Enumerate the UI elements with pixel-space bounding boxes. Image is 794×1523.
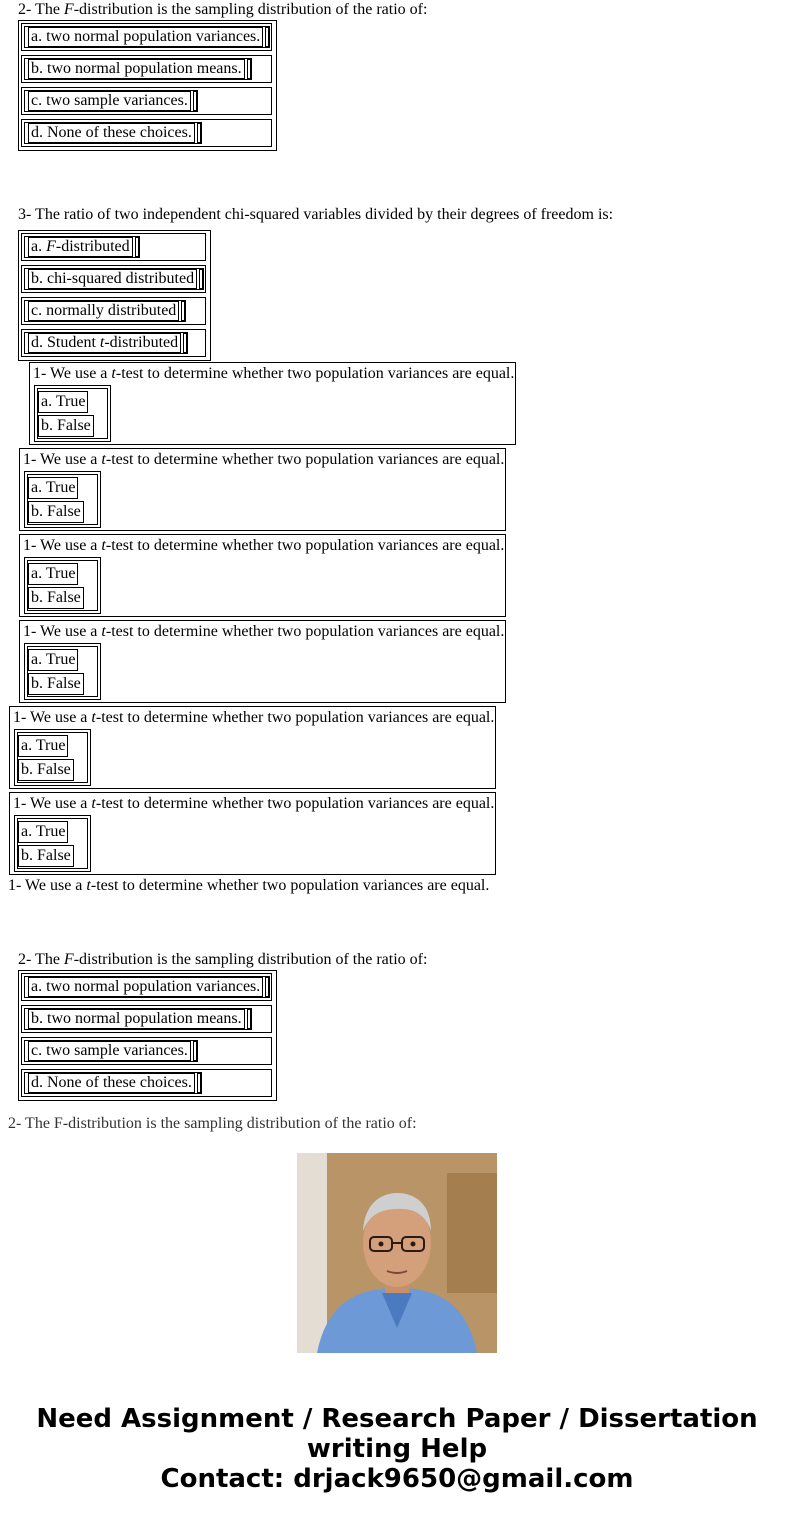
true-false-options bbox=[14, 729, 91, 786]
true-false-options bbox=[24, 471, 101, 528]
option-false[interactable]: b. False bbox=[18, 759, 74, 781]
true-false-options bbox=[14, 815, 91, 872]
footer-contact[interactable]: Contact: drjack9650@gmail.com bbox=[160, 1464, 634, 1494]
question-1-box bbox=[19, 620, 506, 703]
author-avatar bbox=[297, 1153, 497, 1353]
option-true[interactable]: a. True bbox=[18, 821, 68, 843]
question-1-box bbox=[9, 706, 496, 789]
option-label[interactable]: d. None of these choices. bbox=[28, 123, 195, 143]
option-label[interactable]: a. two normal population variances. bbox=[28, 27, 263, 47]
question-1-box bbox=[19, 534, 506, 617]
option-row bbox=[21, 329, 206, 357]
question-1-box bbox=[29, 362, 516, 445]
question-1-text: 1- We use a t-test to determine whether two population variances are equal. bbox=[23, 623, 505, 640]
avatar-portrait bbox=[297, 1153, 497, 1353]
true-false-options bbox=[24, 643, 101, 700]
option-label[interactable]: a. two normal population variances. bbox=[28, 977, 263, 997]
question-1-box bbox=[19, 448, 506, 531]
question-3-text: 3- The ratio of two independent chi-squared variables divided by their degrees of freedom is: bbox=[18, 206, 614, 223]
option-label[interactable]: c. normally distributed bbox=[28, 301, 179, 321]
option-row bbox=[21, 1005, 272, 1033]
option-false[interactable]: b. False bbox=[28, 501, 84, 523]
question-3-options bbox=[18, 230, 211, 361]
footer-line-2: writing Help bbox=[306, 1434, 488, 1464]
question-1-text: 1- We use a t-test to determine whether two population variances are equal. bbox=[13, 795, 495, 812]
option-row bbox=[21, 1069, 272, 1097]
footer-line-1: Need Assignment / Research Paper / Dissertation bbox=[36, 1404, 758, 1434]
option-row bbox=[21, 265, 206, 293]
option-true[interactable]: a. True bbox=[28, 477, 78, 499]
option-row bbox=[21, 23, 272, 51]
question-1-text: 1- We use a t-test to determine whether two population variances are equal. bbox=[23, 537, 505, 554]
option-false[interactable]: b. False bbox=[28, 587, 84, 609]
question-1-box bbox=[9, 792, 496, 875]
option-true[interactable]: a. True bbox=[28, 563, 78, 585]
option-label[interactable]: a. F -distributed bbox=[28, 237, 133, 257]
option-label[interactable]: b. two normal population means. bbox=[28, 59, 245, 79]
option-label[interactable]: d. Student t -distributed bbox=[28, 333, 181, 353]
option-row bbox=[21, 973, 272, 1001]
option-label[interactable]: b. two normal population means. bbox=[28, 1009, 245, 1029]
option-true[interactable]: a. True bbox=[18, 735, 68, 757]
question-2-options bbox=[18, 20, 277, 151]
question-1-text: 1- We use a t-test to determine whether two population variances are equal. bbox=[23, 451, 505, 468]
option-false[interactable]: b. False bbox=[38, 415, 94, 437]
option-row bbox=[21, 233, 206, 261]
option-row bbox=[21, 119, 272, 147]
option-false[interactable]: b. False bbox=[18, 845, 74, 867]
option-label[interactable]: c. two sample variances. bbox=[28, 1041, 191, 1061]
question-1-text: 1- We use a t-test to determine whether two population variances are equal. bbox=[33, 365, 515, 382]
true-false-options bbox=[34, 385, 111, 442]
truncated-question-text: 2- The F-distribution is the sampling distribution of the ratio of: bbox=[8, 1115, 417, 1132]
option-label[interactable]: c. two sample variances. bbox=[28, 91, 191, 111]
question-1-text: 1- We use a t-test to determine whether two population variances are equal. bbox=[13, 709, 495, 726]
question-1-text: 1- We use a t-test to determine whether two population variances are equal. bbox=[8, 877, 490, 894]
option-false[interactable]: b. False bbox=[28, 673, 84, 695]
question-2-text: 2- The F-distribution is the sampling distribution of the ratio of: bbox=[18, 1, 428, 18]
question-2-options bbox=[18, 970, 277, 1101]
question-2-text: 2- The F-distribution is the sampling distribution of the ratio of: bbox=[18, 951, 428, 968]
option-row bbox=[21, 55, 272, 83]
option-row bbox=[21, 1037, 272, 1065]
option-label[interactable]: d. None of these choices. bbox=[28, 1073, 195, 1093]
option-true[interactable]: a. True bbox=[38, 391, 88, 413]
option-row bbox=[21, 297, 206, 325]
true-false-options bbox=[24, 557, 101, 614]
option-true[interactable]: a. True bbox=[28, 649, 78, 671]
option-label[interactable]: b. chi-squared distributed bbox=[28, 269, 197, 289]
option-row bbox=[21, 87, 272, 115]
